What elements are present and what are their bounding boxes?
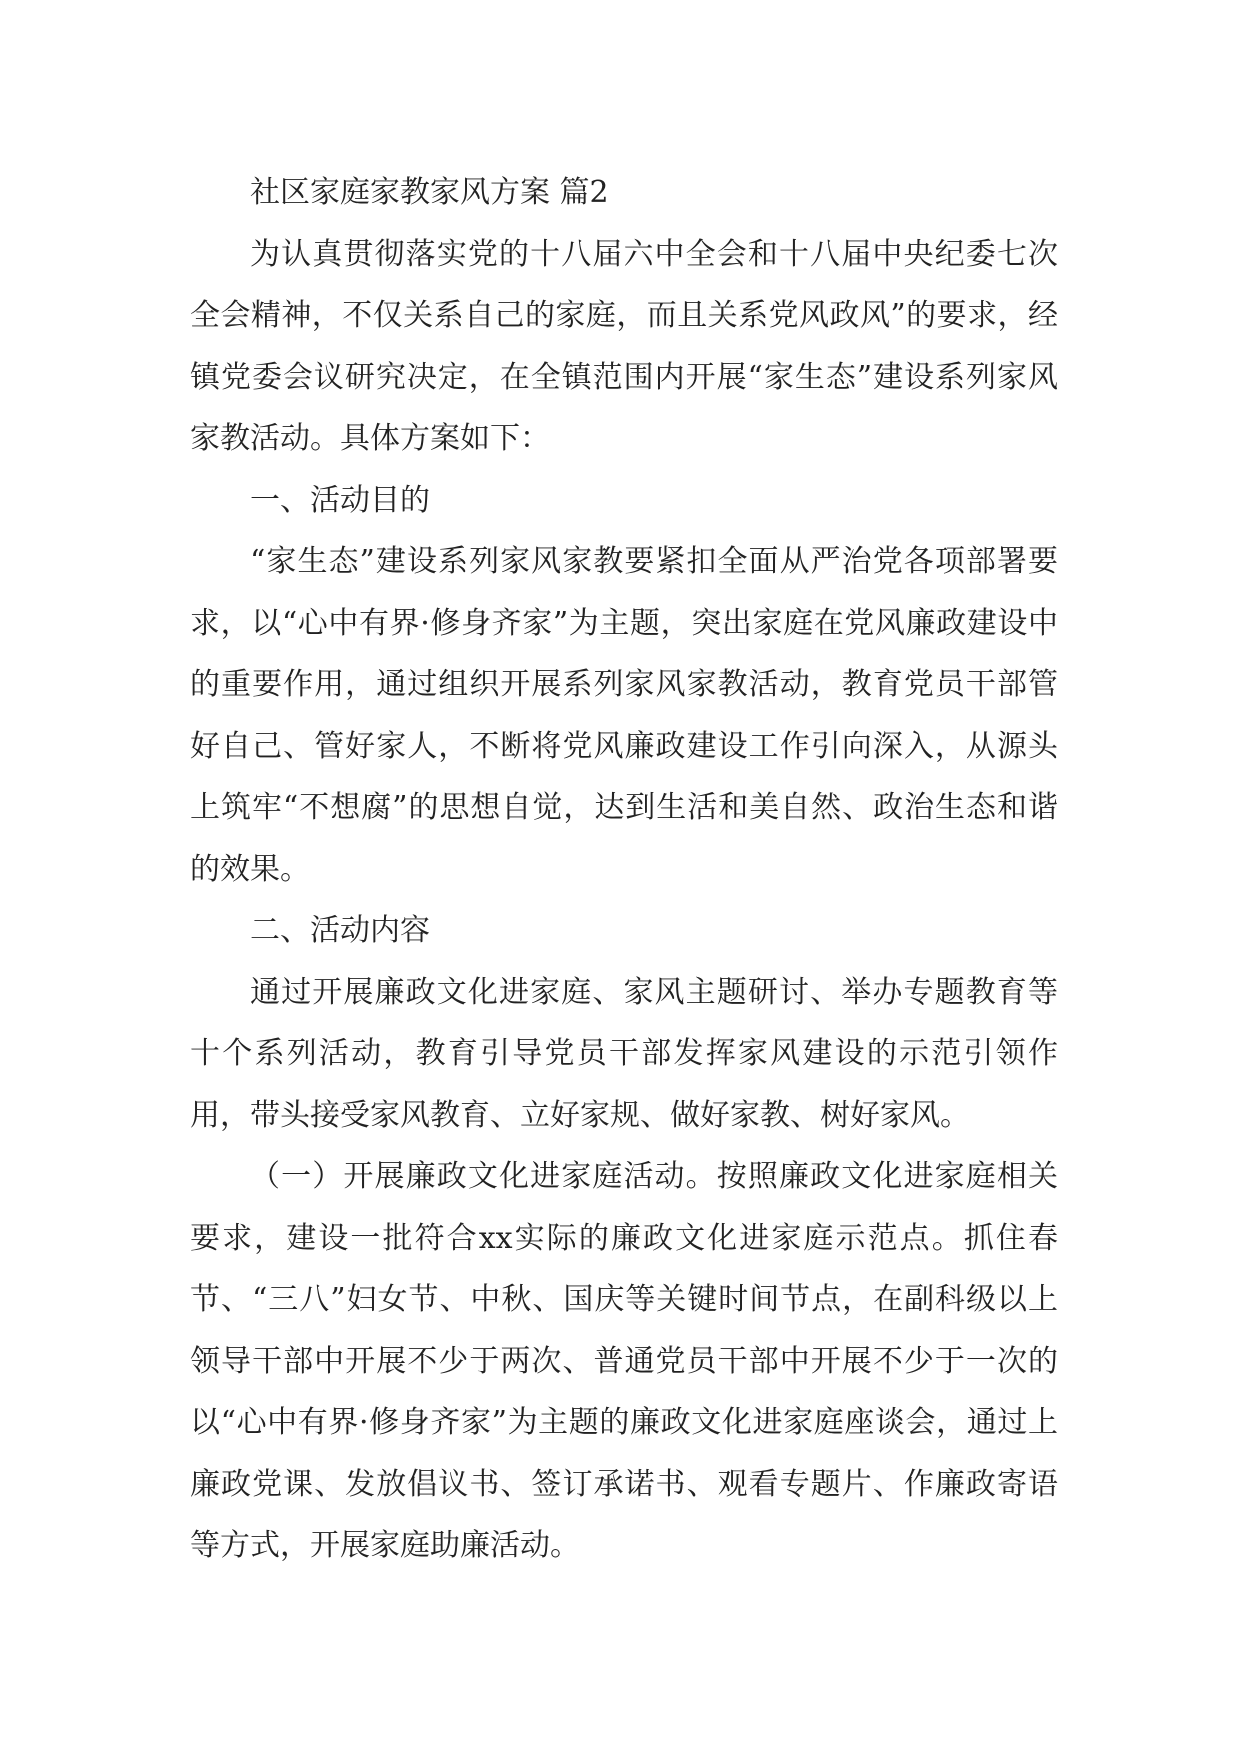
document-body [190, 162, 1058, 1577]
document-title: 社区家庭家教家风方案 篇2 [250, 175, 609, 210]
section-heading-content: 二、活动内容 [250, 913, 430, 948]
content-paragraph: 通过开展廉政文化进家庭、家风主题研讨、举办专题教育等十个系列活动，教育引导党员干部发挥家风建设的示范引领作用，带头接受家风教育、立好家规、做好家教、树好家风。 [190, 974, 1058, 1133]
section-heading-purpose: 一、活动目的 [250, 482, 430, 518]
intro-paragraph: 为认真贯彻落实党的十八届六中全会和十八届中央纪委七次全会精神，不仅关系自己的家庭，而且关系党风政风”的要求，经镇党委会议研究决定，在全镇范围内开展“家生态”建设系列家风家教活动。具体方案如下： [190, 236, 1058, 456]
activity-one-paragraph: （一）开展廉政文化进家庭活动。按照廉政文化进家庭相关要求，建设一批符合xx实际的廉政文化进家庭示范点。抓住春节、“三八”妇女节、中秋、国庆等关键时间节点，在副科级以上领导干部中开展不少于两次、普通党员干部中开展不少于一次的以“心中有界·修身齐家”为主题的廉政文化进家庭座谈会，通过上廉政党课、发放倡议书、签订承诺书、观看专题片、作廉政寄语等方式，开展家庭助廉活动。 [190, 1159, 1058, 1563]
purpose-paragraph: “家生态”建设系列家风家教要紧扣全面从严治党各项部署要求，以“心中有界·修身齐家”为主题，突出家庭在党风廉政建设中的重要作用，通过组织开展系列家风家教活动，教育党员干部管好自己、管好家人，不断将党风廉政建设工作引向深入，从源头上筑牢“不想腐”的思想自觉，达到生活和美自然、政治生态和谐的效果。 [190, 544, 1058, 887]
